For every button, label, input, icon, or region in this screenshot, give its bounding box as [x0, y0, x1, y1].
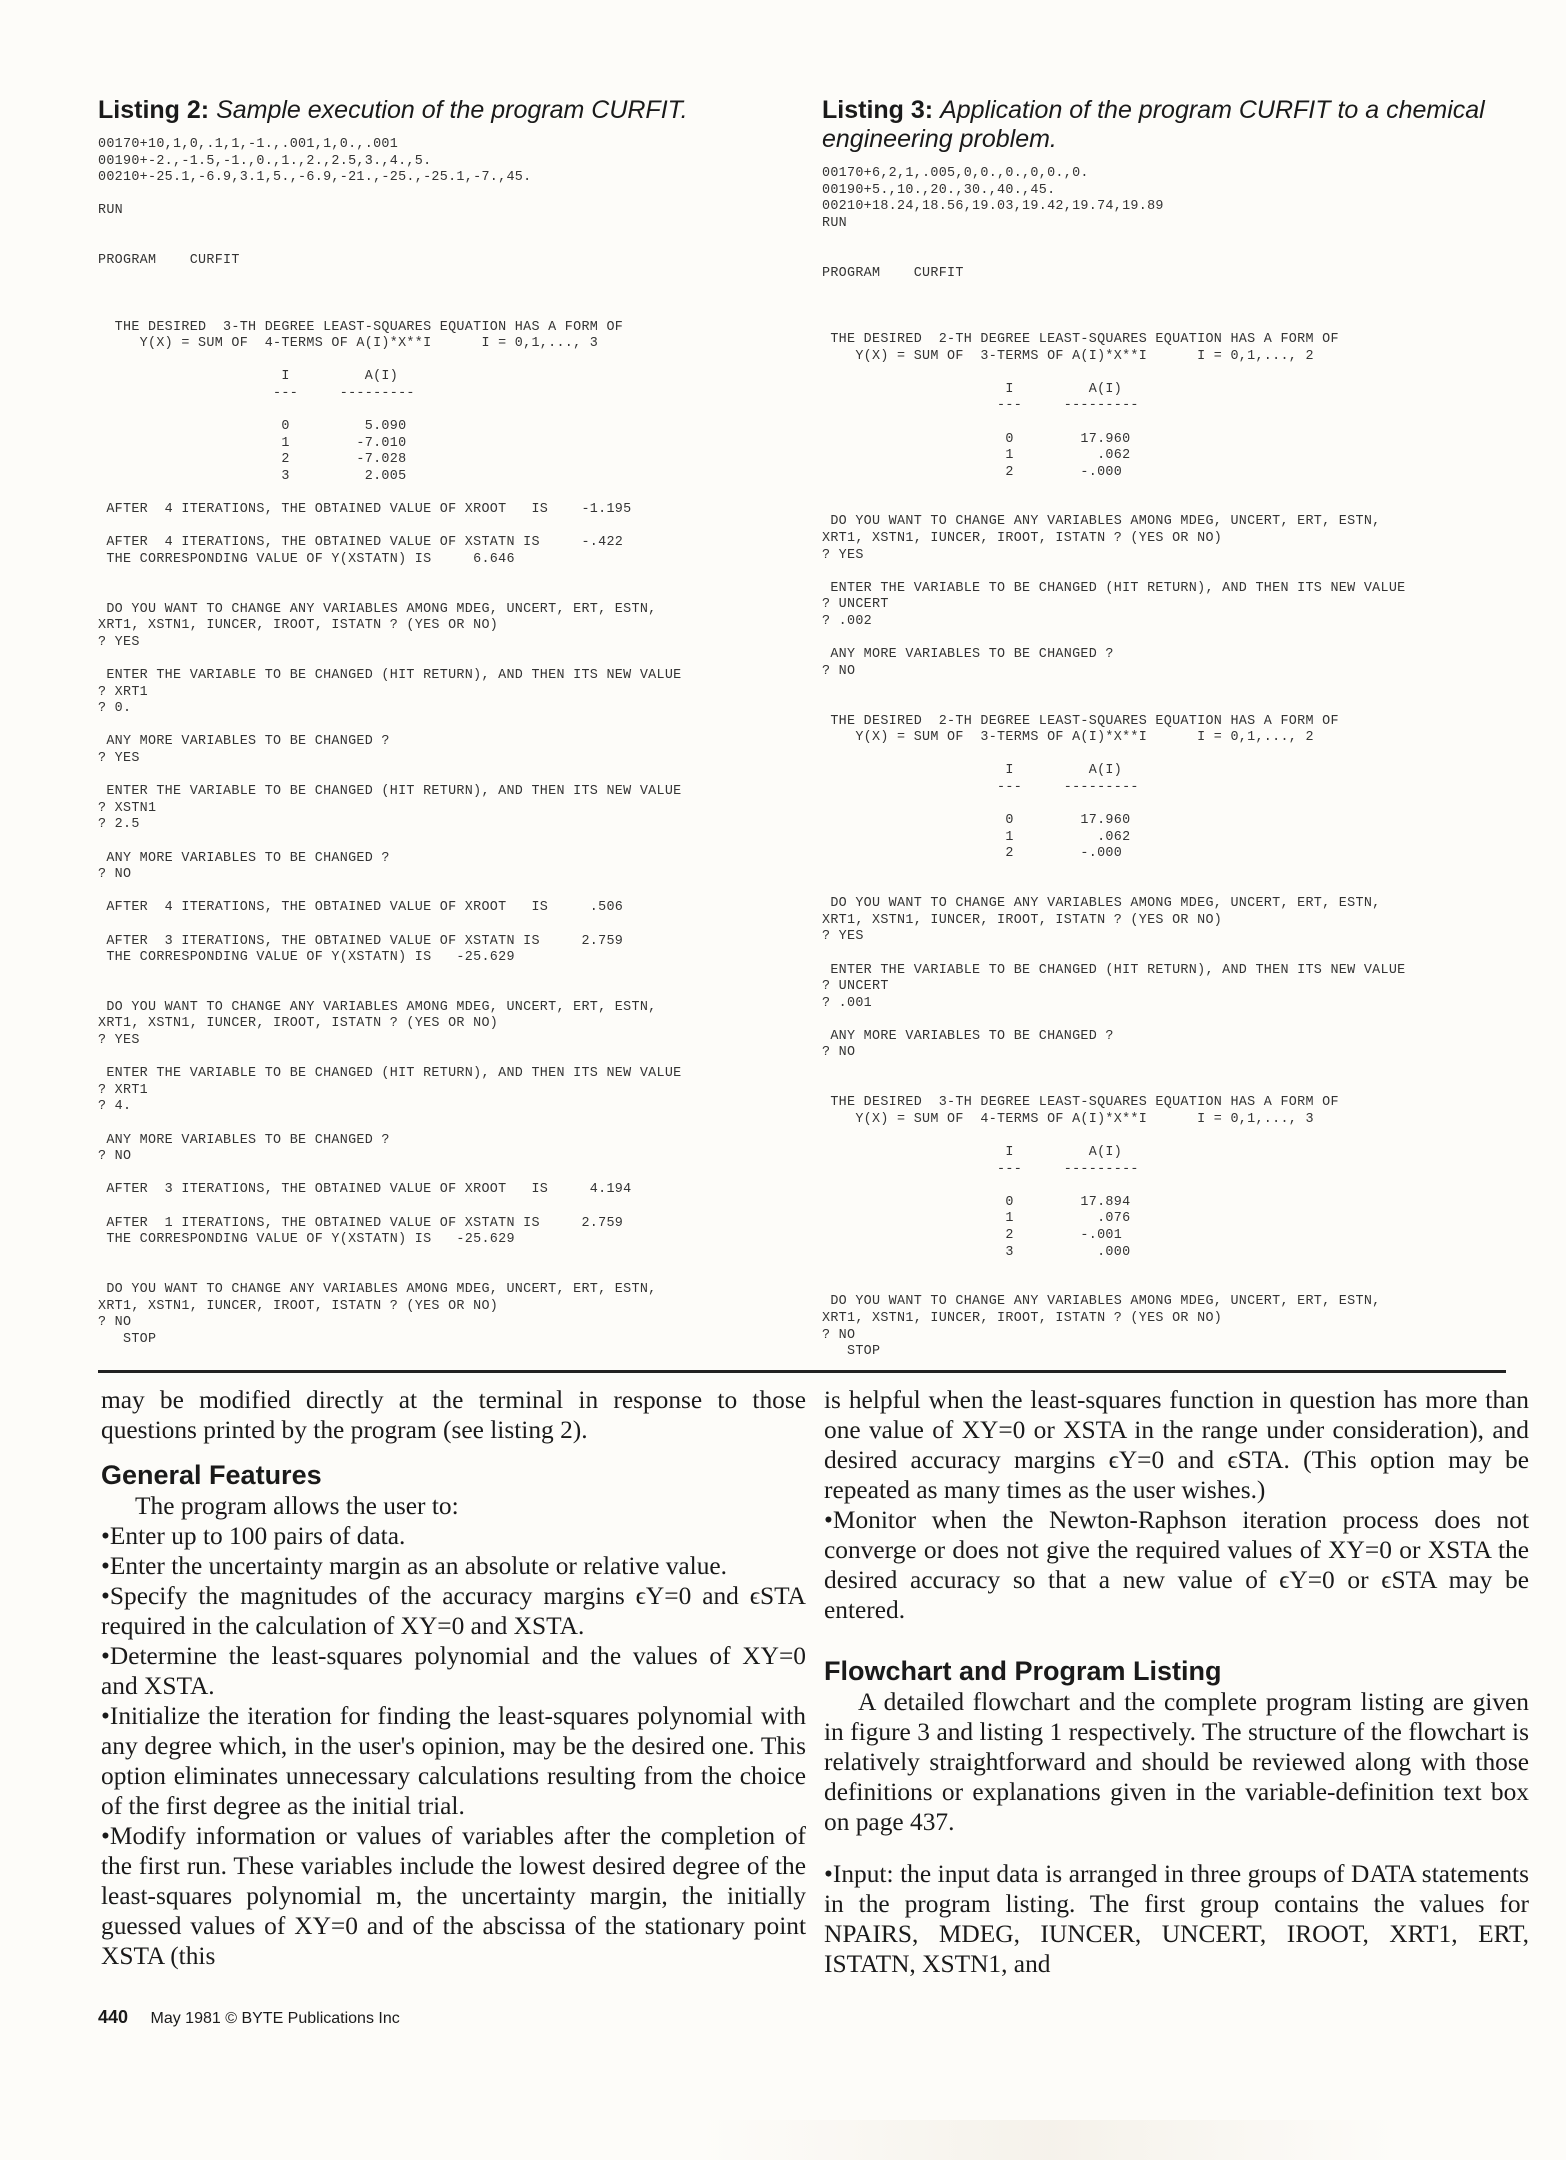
listing-3-caption: [822, 96, 1527, 154]
paragraph: is helpful when the least-squares function in question has more than one value of XY=0 or XSTA in the range under consideration), and desired accuracy margins ϵY=0 and ϵSTA. (This option may be repeated as many times as the user wishes.): [824, 1386, 1529, 1504]
listing-2-caption: [98, 96, 803, 125]
listing-3: [822, 96, 1527, 1361]
paper-stain: [700, 2120, 1400, 2160]
bullet-item: •Determine the least-squares polynomial and the values of XY=0 and XSTA.: [101, 1642, 806, 1700]
bullet-item: •Monitor when the Newton-Raphson iteration process does not converge or does not give the required values of XY=0 or XSTA the desired accuracy so that a new value of ϵY=0 or ϵSTA may be entered.: [824, 1506, 1529, 1624]
listing-2-terminal-output: 00170+10,1,0,.1,1,-1.,.001,1,0.,.001 00190+-2.,-1.5,-1.,0.,1.,2.,2.5,3.,4.,5. 00210+-25.1,-6.9,3.1,5.,-6.9,-21.,-25.,-25.1,-7.,45. RUN PROGRAM CURFIT THE DESIRED 3-TH DEGREE LEAST-SQUARES EQUATION HAS A FORM OF Y(X) = SUM OF 4-TERMS OF A(I)*X**I I = 0,1,..., 3 I A(I) --- --------- 0 5.090 1 -7.010 2 -7.028 3 2.005 AFTER 4 ITERATIONS, THE OBTAINED VALUE OF XROOT IS -1.195 AFTER 4 ITERATIONS, THE OBTAINED VALUE OF XSTATN IS -.422 THE CORRESPONDING VALUE OF Y(XSTATN) IS 6.646 DO YOU WANT TO CHANGE ANY VARIABLES AMONG MDEG, UNCERT, ERT, ESTN, XRT1, XSTN1, IUNCER, IROOT, ISTATN ? (YES OR NO) ? YES ENTER THE VARIABLE TO BE CHANGED (HIT RETURN), AND THEN ITS NEW VALUE ? XRT1 ? 0. ANY MORE VARIABLES TO BE CHANGED ? ? YES ENTER THE VARIABLE TO BE CHANGED (HIT RETURN), AND THEN ITS NEW VALUE ? XSTN1 ? 2.5 ANY MORE VARIABLES TO BE CHANGED ? ? NO AFTER 4 ITERATIONS, THE OBTAINED VALUE OF XROOT IS .506 AFTER 3 ITERATIONS, THE OBTAINED VALUE OF XSTATN IS 2.759 THE CORRESPONDING VALUE OF Y(XSTATN) IS -25.629 DO YOU WANT TO CHANGE ANY VARIABLES AMONG MDEG, UNCERT, ERT, ESTN, XRT1, XSTN1, IUNCER, IROOT, ISTATN ? (YES OR NO) ? YES ENTER THE VARIABLE TO BE CHANGED (HIT RETURN), AND THEN ITS NEW VALUE ? XRT1 ? 4. ANY MORE VARIABLES TO BE CHANGED ? ? NO AFTER 3 ITERATIONS, THE OBTAINED VALUE OF XROOT IS 4.194 AFTER 1 ITERATIONS, THE OBTAINED VALUE OF XSTATN IS 2.759 THE CORRESPONDING VALUE OF Y(XSTATN) IS -25.629 DO YOU WANT TO CHANGE ANY VARIABLES AMONG MDEG, UNCERT, ERT, ESTN, XRT1, XSTN1, IUNCER, IROOT, ISTATN ? (YES OR NO) ? NO STOP: [98, 137, 682, 1347]
listing-2: [98, 96, 803, 1348]
body-left-column: [101, 1385, 806, 1971]
heading-flowchart: Flowchart and Program Listing: [824, 1656, 1222, 1686]
page-footer: [98, 2007, 400, 2028]
bullet-item: •Enter the uncertainty margin as an absolute or relative value.: [101, 1552, 728, 1580]
section-divider: [98, 1370, 1506, 1373]
listing-2-label: Listing 2:: [98, 96, 210, 124]
bullet-item: •Initialize the iteration for finding the least-squares polynomial with any degree which, in the user's opinion, may be the desired one. This option eliminates unnecessary calculations resulting from the choice of the first degree as the initial trial.: [101, 1702, 806, 1820]
bullet-item: •Modify information or values of variables after the completion of the first run. These variables include the lowest desired degree of the least-squares polynomial m, the uncertainty margin, the initially guessed values of XY=0 and of the abscissa of the stationary point XSTA (this: [101, 1822, 806, 1970]
footer-credit: May 1981 © BYTE Publications Inc: [150, 2010, 400, 2027]
page-number: 440: [98, 2007, 129, 2027]
paragraph: A detailed flowchart and the complete program listing are given in figure 3 and listing 1 respectively. The structure of the flowchart is relatively straightforward and should be reviewed along with those definitions or explanations given in the variable-definition text box on page 437.: [824, 1688, 1529, 1836]
listing-3-label: Listing 3:: [822, 96, 934, 124]
bullet-item: •Input: the input data is arranged in three groups of DATA statements in the program listing. The first group contains the values for NPAIRS, MDEG, IUNCER, UNCERT, IROOT, XRT1, ERT, ISTATN, XSTN1, and: [824, 1860, 1529, 1978]
bullet-item: •Specify the magnitudes of the accuracy margins ϵY=0 and ϵSTA required in the calculation of XY=0 and XSTA.: [101, 1582, 806, 1640]
bullet-item: •Enter up to 100 pairs of data.: [101, 1522, 406, 1550]
listing-2-title: Sample execution of the program CURFIT.: [216, 96, 688, 124]
paragraph: The program allows the user to:: [135, 1492, 459, 1520]
listing-3-terminal-output: 00170+6,2,1,.005,0,0.,0.,0,0.,0. 00190+5.,10.,20.,30.,40.,45. 00210+18.24,18.56,19.03,19.42,19.74,19.89 RUN PROGRAM CURFIT THE DESIRED 2-TH DEGREE LEAST-SQUARES EQUATION HAS A FORM OF Y(X) = SUM OF 3-TERMS OF A(I)*X**I I = 0,1,..., 2 I A(I) --- --------- 0 17.960 1 .062 2 -.000 DO YOU WANT TO CHANGE ANY VARIABLES AMONG MDEG, UNCERT, ERT, ESTN, XRT1, XSTN1, IUNCER, IROOT, ISTATN ? (YES OR NO) ? YES ENTER THE VARIABLE TO BE CHANGED (HIT RETURN), AND THEN ITS NEW VALUE ? UNCERT ? .002 ANY MORE VARIABLES TO BE CHANGED ? ? NO THE DESIRED 2-TH DEGREE LEAST-SQUARES EQUATION HAS A FORM OF Y(X) = SUM OF 3-TERMS OF A(I)*X**I I = 0,1,..., 2 I A(I) --- --------- 0 17.960 1 .062 2 -.000 DO YOU WANT TO CHANGE ANY VARIABLES AMONG MDEG, UNCERT, ERT, ESTN, XRT1, XSTN1, IUNCER, IROOT, ISTATN ? (YES OR NO) ? YES ENTER THE VARIABLE TO BE CHANGED (HIT RETURN), AND THEN ITS NEW VALUE ? UNCERT ? .001 ANY MORE VARIABLES TO BE CHANGED ? ? NO THE DESIRED 3-TH DEGREE LEAST-SQUARES EQUATION HAS A FORM OF Y(X) = SUM OF 4-TERMS OF A(I)*X**I I = 0,1,..., 3 I A(I) --- --------- 0 17.894 1 .076 2 -.001 3 .000 DO YOU WANT TO CHANGE ANY VARIABLES AMONG MDEG, UNCERT, ERT, ESTN, XRT1, XSTN1, IUNCER, IROOT, ISTATN ? (YES OR NO) ? NO STOP: [822, 166, 1406, 1360]
body-right-column: [824, 1385, 1529, 1979]
heading-general-features: General Features: [101, 1460, 322, 1490]
listing-3-title: Application of the program CURFIT to a chemical engineering problem.: [822, 96, 1485, 153]
paragraph: may be modified directly at the terminal in response to those questions printed by the program (see listing 2).: [101, 1386, 806, 1444]
